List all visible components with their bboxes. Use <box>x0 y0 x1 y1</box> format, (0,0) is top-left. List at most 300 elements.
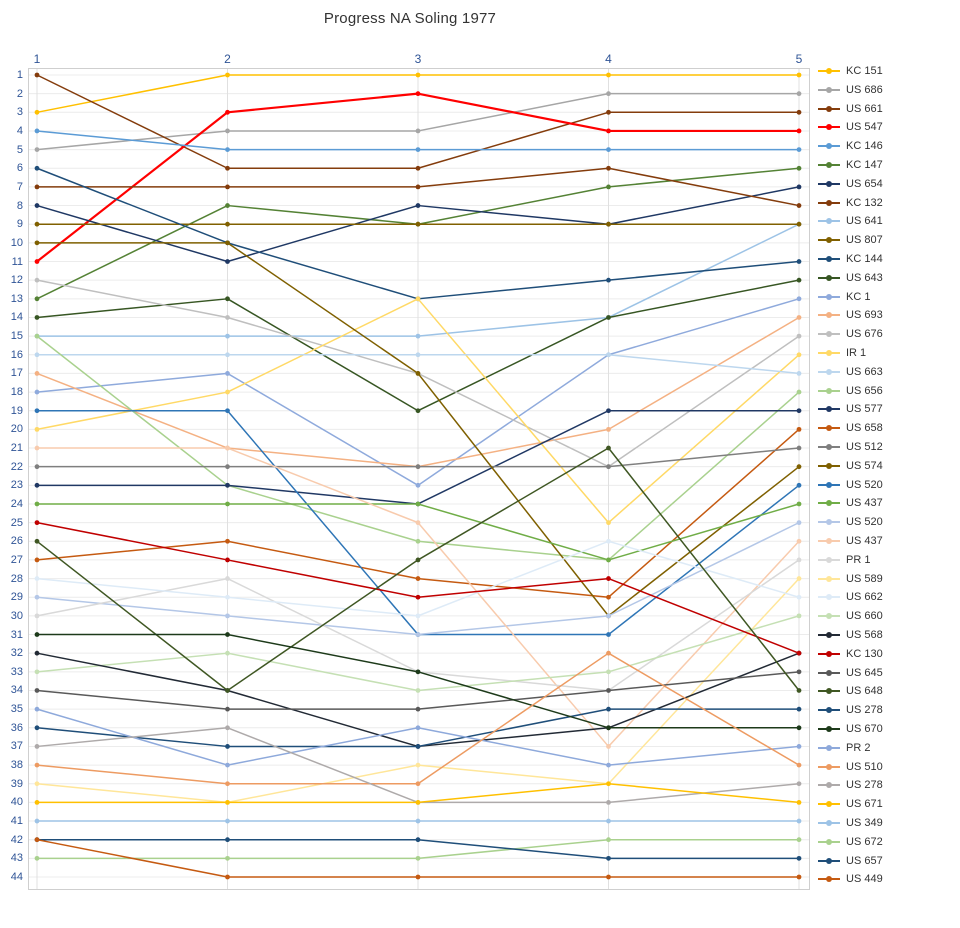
series-line <box>35 819 802 824</box>
legend-item[interactable] <box>818 288 870 306</box>
data-point <box>797 427 802 432</box>
legend-color-swatch <box>818 728 840 730</box>
data-point <box>606 129 611 134</box>
y-axis-tick-label: 25 <box>10 516 23 529</box>
x-axis-tick-label: 2 <box>224 52 231 66</box>
data-point <box>35 520 40 525</box>
data-point <box>416 203 421 208</box>
data-point <box>797 222 802 227</box>
data-point <box>35 240 40 245</box>
y-axis-tick-label: 39 <box>10 777 23 790</box>
data-point <box>606 539 611 544</box>
y-axis-tick-label: 18 <box>10 386 23 399</box>
data-point <box>416 781 421 786</box>
data-point <box>797 725 802 730</box>
legend-item-label: US 641 <box>846 215 883 228</box>
data-point <box>416 595 421 600</box>
data-point <box>225 502 230 507</box>
data-point <box>416 502 421 507</box>
data-point <box>225 334 230 339</box>
legend-item[interactable] <box>818 739 870 757</box>
data-point <box>416 576 421 581</box>
data-point <box>416 613 421 618</box>
legend-item[interactable] <box>818 588 883 606</box>
y-axis-tick-label: 41 <box>10 815 23 828</box>
data-point <box>225 763 230 768</box>
data-point <box>35 558 40 563</box>
data-point <box>225 576 230 581</box>
y-axis-tick-label: 43 <box>10 852 23 865</box>
x-axis-tick-label: 3 <box>414 52 422 66</box>
legend-item[interactable] <box>818 137 883 155</box>
y-axis-tick-label: 13 <box>10 292 23 305</box>
data-point <box>606 800 611 805</box>
data-point <box>35 688 40 693</box>
legend-item[interactable] <box>818 344 866 362</box>
legend-item-label: US 520 <box>846 478 883 491</box>
data-point <box>797 129 802 134</box>
data-point <box>416 91 421 96</box>
data-point <box>797 147 802 152</box>
legend-color-swatch <box>818 521 840 523</box>
series-line <box>35 707 802 768</box>
y-axis-tick-label: 19 <box>10 404 23 417</box>
y-axis-tick-label: 10 <box>10 236 23 249</box>
x-axis-tick-label: 4 <box>605 52 612 66</box>
data-point <box>606 464 611 469</box>
y-axis-tick-label: 42 <box>10 833 23 846</box>
data-point <box>606 632 611 637</box>
legend-item[interactable] <box>818 494 883 512</box>
legend-color-swatch <box>818 709 840 711</box>
legend-color-swatch <box>818 860 840 862</box>
data-point <box>606 725 611 730</box>
y-axis-tick-label: 33 <box>10 665 23 678</box>
data-point <box>225 129 230 134</box>
data-point <box>606 707 611 712</box>
legend-item-label: PR 1 <box>846 553 871 566</box>
data-point <box>606 856 611 861</box>
legend-item[interactable] <box>818 269 883 287</box>
data-point <box>35 334 40 339</box>
data-point <box>797 408 802 413</box>
series-line <box>35 222 802 227</box>
data-point <box>797 875 802 880</box>
data-point <box>606 222 611 227</box>
legend-color-swatch <box>818 502 840 504</box>
legend-item-label: US 693 <box>846 309 883 322</box>
legend-item[interactable] <box>818 682 883 700</box>
legend-item[interactable] <box>818 626 883 644</box>
data-point <box>797 613 802 618</box>
y-axis-tick-label: 31 <box>10 628 23 641</box>
legend-item[interactable] <box>818 513 883 531</box>
legend-color-swatch <box>818 690 840 692</box>
legend-item[interactable] <box>818 776 883 794</box>
legend-item-label: US 568 <box>846 629 883 641</box>
legend-color-swatch <box>818 784 840 786</box>
legend-color-swatch <box>818 202 840 204</box>
legend-item[interactable] <box>818 532 883 550</box>
legend-item-label: KC 146 <box>846 140 883 153</box>
data-point <box>35 483 40 488</box>
data-point <box>797 651 802 656</box>
data-point <box>225 259 230 264</box>
legend-item[interactable] <box>818 419 883 437</box>
data-point <box>416 352 421 357</box>
data-point <box>416 334 421 339</box>
data-point <box>35 185 40 190</box>
data-point <box>797 688 802 693</box>
data-point <box>35 800 40 805</box>
data-point <box>35 278 40 283</box>
y-axis-tick-label: 26 <box>10 535 23 548</box>
data-point <box>606 408 611 413</box>
legend-color-swatch <box>818 89 840 91</box>
y-axis-tick-label: 8 <box>16 199 23 212</box>
x-axis-tick-label: 5 <box>795 52 803 66</box>
data-point <box>416 819 421 824</box>
x-axis-labels <box>28 52 810 68</box>
data-point <box>797 73 802 78</box>
y-axis-tick-label: 28 <box>10 572 23 585</box>
data-point <box>225 856 230 861</box>
legend-color-swatch <box>818 672 840 674</box>
data-point <box>606 110 611 115</box>
data-point <box>797 296 802 301</box>
series-line <box>35 446 802 693</box>
y-axis-tick-label: 3 <box>16 106 23 119</box>
plot-area <box>28 68 810 890</box>
legend-item[interactable] <box>818 701 883 719</box>
y-axis-tick-label: 16 <box>10 348 23 361</box>
legend-item[interactable] <box>818 81 883 99</box>
legend-item[interactable] <box>818 720 883 738</box>
legend-item-label: US 663 <box>846 365 883 378</box>
legend-item[interactable] <box>818 100 883 118</box>
legend-item[interactable] <box>818 438 883 456</box>
legend-color-swatch <box>818 596 840 598</box>
legend-item-label: PR 2 <box>846 741 871 754</box>
legend-item[interactable] <box>818 212 883 230</box>
legend-item-label: US 574 <box>846 459 883 472</box>
chart-title: Progress NA Soling 1977 <box>323 10 497 27</box>
data-point <box>416 520 421 525</box>
legend-color-swatch <box>818 70 840 72</box>
data-point <box>797 502 802 507</box>
data-point <box>797 856 802 861</box>
data-point <box>797 539 802 544</box>
legend-item-label: US 577 <box>846 403 883 416</box>
data-point <box>797 800 802 805</box>
legend-item[interactable] <box>818 870 883 888</box>
legend-color-swatch <box>818 333 840 335</box>
data-point <box>35 352 40 357</box>
data-point <box>606 166 611 171</box>
data-point <box>35 203 40 208</box>
data-point <box>416 166 421 171</box>
data-point <box>225 446 230 451</box>
legend-color-swatch <box>818 220 840 222</box>
legend-item[interactable] <box>818 476 883 494</box>
legend-item[interactable] <box>818 118 883 136</box>
series-line <box>35 613 802 692</box>
data-point <box>225 408 230 413</box>
legend-item-label: KC 151 <box>846 65 883 77</box>
data-point <box>797 203 802 208</box>
data-point <box>797 334 802 339</box>
y-axis-tick-label: 1 <box>16 69 23 81</box>
legend-color-swatch <box>818 371 840 373</box>
legend-item[interactable] <box>818 814 883 832</box>
data-point <box>797 185 802 190</box>
y-axis-tick-label: 34 <box>10 684 23 697</box>
legend-item-label: US 510 <box>846 760 883 773</box>
data-point <box>35 744 40 749</box>
data-point <box>416 371 421 376</box>
legend-color-swatch <box>818 766 840 768</box>
legend-color-swatch <box>818 145 840 147</box>
legend-item-label: US 589 <box>846 572 883 585</box>
data-point <box>35 613 40 618</box>
data-point <box>35 222 40 227</box>
y-axis-tick-label: 22 <box>10 460 23 473</box>
series-line <box>35 632 802 730</box>
legend-item[interactable] <box>818 194 883 212</box>
data-point <box>606 278 611 283</box>
data-point <box>797 91 802 96</box>
legend-color-swatch <box>818 653 840 655</box>
legend-item-label: US 658 <box>846 422 883 435</box>
data-point <box>225 613 230 618</box>
data-point <box>416 73 421 78</box>
legend-item[interactable] <box>818 325 883 343</box>
legend-color-swatch <box>818 183 840 185</box>
data-point <box>606 781 611 786</box>
data-point <box>225 203 230 208</box>
data-point <box>35 781 40 786</box>
data-point <box>225 315 230 320</box>
legend-item-label: US 661 <box>846 102 883 115</box>
data-point <box>797 837 802 842</box>
data-point <box>225 483 230 488</box>
data-point <box>35 632 40 637</box>
legend-color-swatch <box>818 164 840 166</box>
data-point <box>35 390 40 395</box>
data-point <box>416 632 421 637</box>
y-axis-tick-label: 12 <box>10 274 23 287</box>
data-point <box>35 651 40 656</box>
y-axis-tick-label: 2 <box>16 87 23 100</box>
legend-item-label: US 437 <box>846 535 883 547</box>
legend-item[interactable] <box>818 645 883 663</box>
legend-color-swatch <box>818 540 840 542</box>
data-point <box>35 371 40 376</box>
y-axis-tick-label: 38 <box>10 759 23 772</box>
data-point <box>797 315 802 320</box>
data-point <box>225 819 230 824</box>
legend-item-label: US 671 <box>846 798 883 811</box>
legend-color-swatch <box>818 408 840 410</box>
legend-color-swatch <box>818 803 840 805</box>
legend-item[interactable] <box>818 607 883 625</box>
legend-item-label: KC 130 <box>846 647 883 660</box>
series-lines <box>29 69 809 889</box>
legend-item-label: US 656 <box>846 384 883 397</box>
legend-color-swatch <box>818 578 840 580</box>
legend-item-label: KC 144 <box>846 253 883 265</box>
data-point <box>225 240 230 245</box>
data-point <box>225 800 230 805</box>
y-axis-tick-label: 37 <box>10 740 23 753</box>
legend-item[interactable] <box>818 156 883 174</box>
data-point <box>797 669 802 674</box>
legend-color-swatch <box>818 239 840 241</box>
data-point <box>35 315 40 320</box>
data-point <box>225 73 230 78</box>
data-point <box>606 558 611 563</box>
y-axis-tick-label: 4 <box>16 124 23 137</box>
data-point <box>606 688 611 693</box>
legend-color-swatch <box>818 484 840 486</box>
legend-color-swatch <box>818 352 840 354</box>
legend-item[interactable] <box>818 62 883 80</box>
data-point <box>35 166 40 171</box>
data-point <box>35 427 40 432</box>
data-point <box>797 483 802 488</box>
data-point <box>35 819 40 824</box>
legend-item-label: US 676 <box>846 328 883 341</box>
x-axis-tick-label: 1 <box>33 52 41 66</box>
data-point <box>225 632 230 637</box>
legend-color-swatch <box>818 446 840 448</box>
legend-color-swatch <box>818 841 840 843</box>
data-point <box>797 278 802 283</box>
y-axis-tick-label: 40 <box>10 796 23 809</box>
data-point <box>797 446 802 451</box>
data-point <box>35 539 40 544</box>
data-point <box>797 576 802 581</box>
legend-item-label: US 512 <box>846 441 883 453</box>
data-point <box>606 446 611 451</box>
data-point <box>416 129 421 134</box>
legend-item-label: US 670 <box>846 723 883 735</box>
data-point <box>606 595 611 600</box>
y-axis-tick-label: 23 <box>10 479 23 492</box>
series-line <box>35 502 802 563</box>
data-point <box>416 464 421 469</box>
data-point <box>416 408 421 413</box>
data-point <box>797 744 802 749</box>
y-axis-tick-label: 35 <box>10 703 23 716</box>
legend-item[interactable] <box>818 175 883 193</box>
data-point <box>225 222 230 227</box>
data-point <box>416 147 421 152</box>
y-axis-tick-label: 6 <box>16 162 23 175</box>
data-point <box>416 744 421 749</box>
data-point <box>797 259 802 264</box>
data-point <box>35 576 40 581</box>
legend-item-label: KC 147 <box>846 159 883 171</box>
legend-item-label: US 657 <box>846 854 883 867</box>
data-point <box>797 371 802 376</box>
legend-color-swatch <box>818 108 840 110</box>
legend-item[interactable] <box>818 400 883 418</box>
data-point <box>606 613 611 618</box>
legend-item[interactable] <box>818 250 883 268</box>
legend-item[interactable] <box>818 758 883 776</box>
legend-item-label: US 662 <box>846 591 883 604</box>
data-point <box>225 464 230 469</box>
data-point <box>225 147 230 152</box>
legend-item[interactable] <box>818 363 883 381</box>
legend-item[interactable] <box>818 664 883 682</box>
data-point <box>797 520 802 525</box>
data-point <box>606 91 611 96</box>
data-point <box>606 744 611 749</box>
legend-item[interactable] <box>818 306 883 324</box>
data-point <box>797 166 802 171</box>
legend-item[interactable] <box>818 231 883 249</box>
legend-color-swatch <box>818 747 840 749</box>
data-point <box>35 110 40 115</box>
data-point <box>606 651 611 656</box>
legend-item-label: US 660 <box>846 610 883 623</box>
legend-item[interactable] <box>818 852 883 870</box>
data-point <box>225 296 230 301</box>
data-point <box>797 464 802 469</box>
y-axis-tick-label: 11 <box>11 255 23 268</box>
legend-color-swatch <box>818 427 840 429</box>
legend-color-swatch <box>818 878 840 880</box>
data-point <box>35 446 40 451</box>
legend-item[interactable] <box>818 795 883 813</box>
data-point <box>797 558 802 563</box>
legend-color-swatch <box>818 465 840 467</box>
chart-legend <box>818 62 958 902</box>
data-point <box>416 725 421 730</box>
series-line <box>35 91 802 152</box>
data-point <box>225 781 230 786</box>
legend-color-swatch <box>818 126 840 128</box>
legend-color-swatch <box>818 615 840 617</box>
legend-item[interactable] <box>818 382 883 400</box>
legend-item-label: KC 1 <box>846 290 871 303</box>
data-point <box>35 763 40 768</box>
data-point <box>225 651 230 656</box>
data-point <box>797 595 802 600</box>
legend-item-label: US 449 <box>846 873 883 886</box>
data-point <box>416 856 421 861</box>
legend-item[interactable] <box>818 570 883 588</box>
data-point <box>35 502 40 507</box>
data-point <box>35 129 40 134</box>
series-line <box>35 73 802 171</box>
data-point <box>35 837 40 842</box>
data-point <box>797 763 802 768</box>
y-axis-tick-label: 20 <box>10 423 23 436</box>
y-axis-tick-label: 7 <box>16 180 23 193</box>
y-axis-tick-label: 32 <box>10 647 23 660</box>
y-axis-tick-label: 24 <box>10 497 23 510</box>
y-axis-tick-label: 17 <box>10 367 23 380</box>
data-point <box>225 371 230 376</box>
data-point <box>416 763 421 768</box>
legend-item[interactable] <box>818 457 883 475</box>
legend-item[interactable] <box>818 833 883 851</box>
legend-item[interactable] <box>818 551 870 569</box>
data-point <box>606 73 611 78</box>
